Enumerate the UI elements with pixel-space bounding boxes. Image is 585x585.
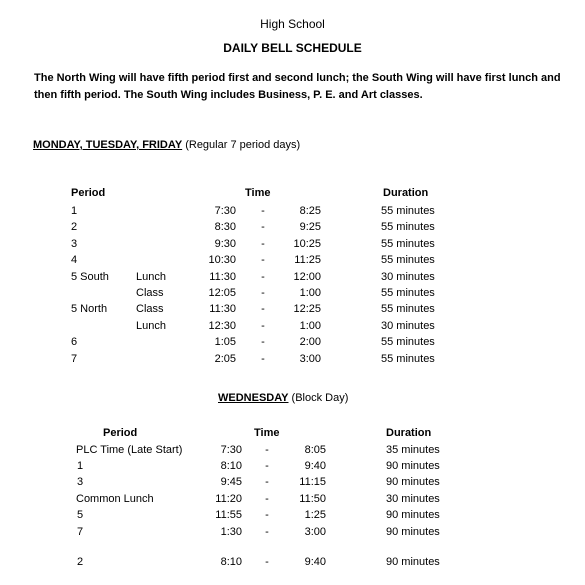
duration-cell: 55 minutes bbox=[381, 303, 435, 315]
end-time-cell: 11:15 bbox=[299, 476, 326, 488]
end-time-cell: 11:25 bbox=[294, 254, 321, 266]
school-name: High School bbox=[260, 17, 325, 31]
period-cell: 4 bbox=[71, 254, 78, 266]
period-cell: 1 bbox=[71, 205, 78, 217]
end-time-cell: 9:40 bbox=[304, 460, 326, 472]
start-time-cell: 9:45 bbox=[220, 476, 242, 488]
period-cell: 7 bbox=[71, 353, 78, 365]
duration-cell: 55 minutes bbox=[381, 238, 435, 250]
end-time-cell: 8:05 bbox=[304, 444, 326, 456]
sub-period-cell: Class bbox=[136, 303, 164, 315]
time-separator: - bbox=[265, 444, 269, 456]
start-time-cell: 9:30 bbox=[214, 238, 236, 250]
end-time-cell: 3:00 bbox=[304, 526, 326, 538]
start-time-cell: 7:30 bbox=[214, 205, 236, 217]
time-separator: - bbox=[261, 238, 265, 250]
duration-cell: 30 minutes bbox=[386, 493, 440, 505]
end-time-cell: 2:00 bbox=[299, 336, 321, 348]
block-day-label: WEDNESDAY bbox=[218, 392, 289, 404]
end-time-cell: 1:00 bbox=[299, 320, 321, 332]
time-separator: - bbox=[265, 526, 269, 538]
start-time-cell: 12:30 bbox=[208, 320, 236, 332]
column-header-time: Time bbox=[245, 187, 271, 199]
period-cell: 5 North bbox=[71, 303, 108, 315]
start-time-cell: 12:05 bbox=[208, 287, 236, 299]
period-cell: 3 bbox=[71, 238, 78, 250]
column-header-time: Time bbox=[254, 427, 280, 439]
start-time-cell: 7:30 bbox=[220, 444, 242, 456]
period-cell: 3 bbox=[77, 476, 84, 488]
regular-days-label: MONDAY, TUESDAY, FRIDAY bbox=[33, 139, 183, 151]
duration-cell: 90 minutes bbox=[386, 526, 440, 538]
column-header-period: Period bbox=[71, 187, 106, 199]
time-separator: - bbox=[261, 254, 265, 266]
duration-cell: 90 minutes bbox=[386, 476, 440, 488]
column-header-period: Period bbox=[103, 427, 138, 439]
start-time-cell: 8:30 bbox=[214, 221, 236, 233]
time-separator: - bbox=[265, 509, 269, 521]
sub-period-cell: Lunch bbox=[136, 320, 166, 332]
time-separator: - bbox=[261, 353, 265, 365]
time-separator: - bbox=[261, 287, 265, 299]
end-time-cell: 9:25 bbox=[299, 221, 321, 233]
period-cell: Common Lunch bbox=[76, 493, 154, 505]
start-time-cell: 11:20 bbox=[215, 493, 242, 505]
time-separator: - bbox=[261, 303, 265, 315]
time-separator: - bbox=[265, 556, 269, 568]
intro-paragraph: The North Wing will have fifth period first and second lunch; the South Wing will have first lunch and then fifth period. The South Wing includes Business, P. E. and Art classes. bbox=[34, 72, 561, 101]
duration-cell: 35 minutes bbox=[386, 444, 440, 456]
time-separator: - bbox=[261, 336, 265, 348]
end-time-cell: 12:00 bbox=[293, 271, 321, 283]
duration-cell: 55 minutes bbox=[381, 287, 435, 299]
sub-period-cell: Class bbox=[136, 287, 164, 299]
time-separator: - bbox=[261, 271, 265, 283]
column-header-duration: Duration bbox=[383, 187, 429, 199]
period-cell: 5 South bbox=[71, 271, 109, 283]
end-time-cell: 11:50 bbox=[299, 493, 326, 505]
sub-period-cell: Lunch bbox=[136, 271, 166, 283]
time-separator: - bbox=[265, 493, 269, 505]
end-time-cell: 8:25 bbox=[299, 205, 321, 217]
period-cell: 2 bbox=[71, 221, 78, 233]
duration-cell: 55 minutes bbox=[381, 336, 435, 348]
period-cell: 5 bbox=[77, 509, 84, 521]
duration-cell: 55 minutes bbox=[381, 353, 435, 365]
regular-days-heading bbox=[33, 139, 300, 151]
duration-cell: 55 minutes bbox=[381, 254, 435, 266]
start-time-cell: 8:10 bbox=[220, 460, 242, 472]
duration-cell: 90 minutes bbox=[386, 509, 440, 521]
start-time-cell: 10:30 bbox=[208, 254, 236, 266]
start-time-cell: 11:30 bbox=[209, 303, 236, 315]
end-time-cell: 9:40 bbox=[304, 556, 326, 568]
start-time-cell: 1:05 bbox=[214, 336, 236, 348]
column-header-duration: Duration bbox=[386, 427, 432, 439]
start-time-cell: 2:05 bbox=[214, 353, 236, 365]
end-time-cell: 1:00 bbox=[299, 287, 321, 299]
time-separator: - bbox=[265, 460, 269, 472]
duration-cell: 90 minutes bbox=[386, 460, 440, 472]
time-separator: - bbox=[261, 320, 265, 332]
end-time-cell: 3:00 bbox=[299, 353, 321, 365]
start-time-cell: 11:30 bbox=[209, 271, 236, 283]
period-cell: 2 bbox=[77, 556, 84, 568]
period-cell: 1 bbox=[77, 460, 84, 472]
duration-cell: 30 minutes bbox=[381, 271, 435, 283]
end-time-cell: 10:25 bbox=[293, 238, 321, 250]
schedule-title: DAILY BELL SCHEDULE bbox=[223, 41, 362, 55]
block-day-heading bbox=[218, 392, 348, 404]
duration-cell: 55 minutes bbox=[381, 205, 435, 217]
time-separator: - bbox=[261, 221, 265, 233]
duration-cell: 90 minutes bbox=[386, 556, 440, 568]
duration-cell: 30 minutes bbox=[381, 320, 435, 332]
period-cell: 6 bbox=[71, 336, 78, 348]
start-time-cell: 1:30 bbox=[220, 526, 242, 538]
start-time-cell: 8:10 bbox=[220, 556, 242, 568]
time-separator: - bbox=[261, 205, 265, 217]
block-day-note: (Block Day) bbox=[288, 392, 349, 404]
period-cell: PLC Time (Late Start) bbox=[76, 444, 183, 456]
duration-cell: 55 minutes bbox=[381, 221, 435, 233]
period-cell: 7 bbox=[77, 526, 84, 538]
start-time-cell: 11:55 bbox=[215, 509, 242, 521]
end-time-cell: 1:25 bbox=[304, 509, 326, 521]
regular-days-note: (Regular 7 period days) bbox=[182, 139, 301, 151]
end-time-cell: 12:25 bbox=[293, 303, 321, 315]
time-separator: - bbox=[265, 476, 269, 488]
